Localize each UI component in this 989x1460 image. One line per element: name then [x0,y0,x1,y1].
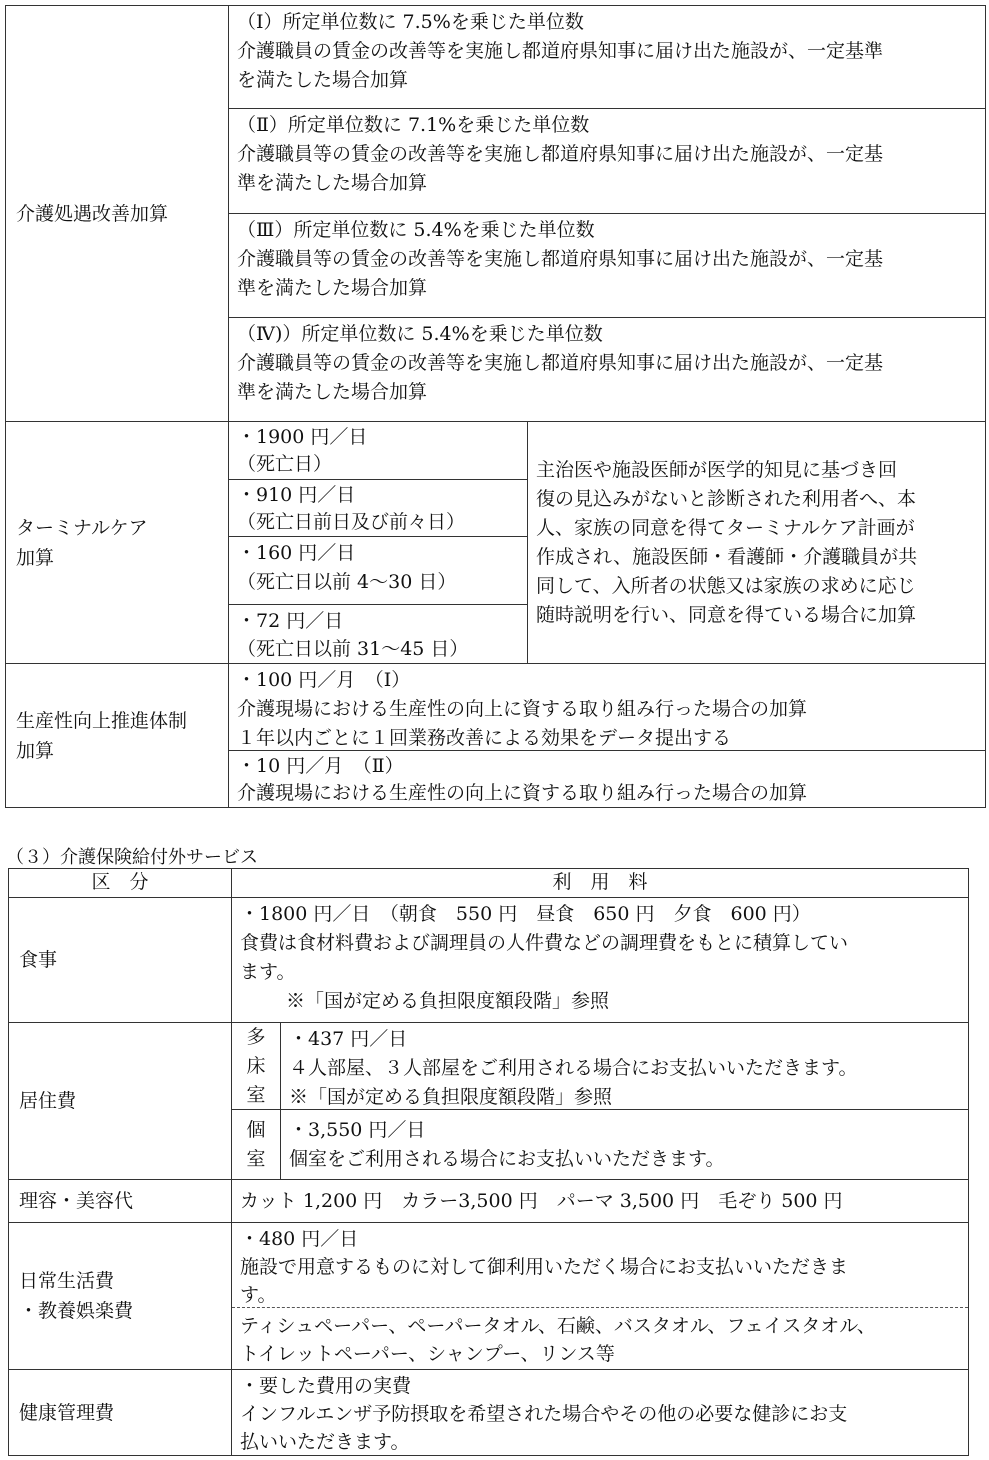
housing-private-char-2: 室 [246,1147,266,1170]
daily-line2: 施設で用意するものに対して御利用いただく場合にお支払いいただきま [240,1256,849,1278]
daily-items-section [232,1307,968,1372]
housing-multi-room-label [231,1022,281,1110]
kaigo-shogu-item-3 [228,213,986,318]
daily-line5: トイレットペーパー、シャンプー、リンス等 [240,1343,615,1365]
daily-label-line1: 日常生活費 [19,1270,115,1292]
beauty-label: 理容・美容代 [19,1190,134,1212]
daily-fee-cell [231,1222,969,1370]
daily-line4: ティシュペーパー、ペーパータオル、石鹸、バスタオル、フェイスタオル、 [240,1315,876,1337]
daily-line3: す。 [240,1284,277,1306]
health-line2: インフルエンザ予防摂取を希望された場合やその他の必要な健診にお支 [240,1403,848,1425]
terminal-rate-4-note: （死亡日以前 31～45 日） [237,638,469,660]
kaigo-shogu-item-4 [228,317,986,422]
productivity-label-cell [5,663,229,808]
terminal-rate-1 [228,421,528,480]
terminal-rate-2-price: ・910 円／日 [237,484,356,506]
housing-label: 居住費 [19,1090,77,1112]
kaigo-shogu-item-2-line1: 介護職員等の賃金の改善等を実施し都道府県知事に届け出た施設が、一定基 [237,143,884,165]
health-label-cell [8,1369,232,1456]
terminal-rate-3-note: （死亡日以前 4～30 日） [237,571,457,593]
kaigo-shogu-item-2-line2: 準を満たした場合加算 [237,172,428,194]
terminal-rate-1-note: （死亡日） [237,453,333,475]
meal-line4: ※「国が定める負担限度額段階」参照 [286,990,610,1012]
section-3-heading: （３）介護保険給付外サービス [6,847,258,868]
terminal-desc-line4: 作成され、施設医師・看護師・介護職員が共 [536,545,918,568]
terminal-desc-line2: 復の見込みがないと診断された利用者へ、本 [536,487,917,510]
beauty-fee-cell [231,1179,969,1223]
kaigo-shogu-item-4-line1: 介護職員等の賃金の改善等を実施し都道府県知事に届け出た施設が、一定基 [237,352,884,374]
meal-label: 食事 [19,949,58,971]
daily-line1: ・480 円／日 [240,1228,359,1250]
kaigo-shogu-item-1-line2: を満たした場合加算 [237,69,409,91]
kaigo-shogu-item-1 [228,5,986,109]
terminal-desc-line6: 随時説明を行い、同意を得ている場合に加算 [536,603,917,626]
housing-multi-char-2: 床 [246,1054,266,1077]
housing-private-room-label [231,1109,281,1180]
housing-multi-line2: ４人部屋、３人部屋をご利用される場合にお支払いいただきます。 [289,1057,858,1079]
housing-multi-fee-cell [280,1022,969,1110]
header-fee-text: 利 用 料 [552,871,648,893]
productivity-label-line2: 加算 [16,739,55,762]
productivity-label-line1: 生産性向上推進体制 [16,709,188,732]
kaigo-shogu-label: 介護処遇改善加算 [16,202,169,225]
terminal-desc-line3: 人、家族の同意を得てターミナルケア計画が [536,516,915,539]
kaigo-shogu-item-3-line2: 準を満たした場合加算 [237,277,428,299]
housing-multi-char-3: 室 [246,1083,266,1106]
terminal-label-cell [5,421,229,664]
terminal-desc-line1: 主治医や施設医師が医学的知見に基づき回 [536,458,898,481]
meal-line3: ます。 [240,961,296,983]
housing-multi-line3: ※「国が定める負担限度額段階」参照 [289,1086,613,1108]
housing-private-line1: ・3,550 円／日 [289,1119,426,1141]
terminal-rate-3-price: ・160 円／日 [237,542,356,564]
terminal-description-cell [527,421,986,664]
kaigo-shogu-item-1-title: （Ⅰ）所定単位数に 7.5%を乗じた単位数 [237,11,584,33]
housing-multi-line1: ・437 円／日 [289,1028,408,1050]
header-fee [231,868,969,898]
kaigo-shogu-label-cell [5,5,229,422]
kaigo-shogu-item-4-title: （Ⅳ)）所定単位数に 5.4%を乗じた単位数 [237,323,603,345]
beauty-fee-text: カット 1,200 円 カラー3,500 円 パーマ 3,500 円 毛ぞり 500 円 [240,1189,843,1212]
terminal-rate-3 [228,536,528,605]
kaigo-shogu-item-1-line1: 介護職員の賃金の改善等を実施し都道府県知事に届け出た施設が、一定基準 [237,40,884,62]
productivity-item-2 [228,750,986,808]
health-fee-cell [231,1369,969,1456]
kaigo-shogu-item-3-title: （Ⅲ）所定単位数に 5.4%を乗じた単位数 [237,219,595,241]
terminal-rate-2 [228,479,528,537]
productivity-item-2-title: ・10 円／月 （Ⅱ） [237,755,404,777]
terminal-rate-4-price: ・72 円／日 [237,610,344,632]
daily-label-cell [8,1222,232,1370]
terminal-label-line1: ターミナルケア [16,516,148,539]
productivity-item-1-line2: １年以内ごとに１回業務改善による効果をデータ提出する [237,727,732,749]
productivity-item-1 [228,663,986,751]
terminal-desc-line5: 同して、入所者の状態又は家族の求めに応じ [536,574,916,597]
meal-label-cell [8,897,232,1023]
terminal-rate-4 [228,604,528,664]
kaigo-shogu-item-2 [228,108,986,214]
beauty-label-cell [8,1179,232,1223]
productivity-item-1-title: ・100 円／月 （Ⅰ） [237,669,411,691]
kaigo-shogu-item-4-line2: 準を満たした場合加算 [237,381,428,403]
terminal-label-line2: 加算 [16,546,55,569]
productivity-item-1-line1: 介護現場における生産性の向上に資する取り組み行った場合の加算 [237,698,808,720]
header-category [8,868,232,898]
health-line1: ・要した費用の実費 [240,1375,412,1397]
housing-private-char-1: 個 [246,1118,266,1141]
header-category-text: 区 分 [91,871,149,893]
housing-private-fee-cell [280,1109,969,1180]
daily-label-line2: ・教養娯楽費 [19,1300,134,1322]
housing-multi-char-1: 多 [246,1025,266,1048]
health-line3: 払いいただきます。 [240,1431,410,1453]
terminal-rate-2-note: （死亡日前日及び前々日） [237,511,466,533]
meal-line1: ・1800 円／日 （朝食 550 円 昼食 650 円 夕食 600 円） [240,903,811,925]
housing-private-line2: 個室をご利用される場合にお支払いいただきます。 [289,1148,725,1170]
meal-fee-cell [231,897,969,1023]
health-label: 健康管理費 [19,1401,115,1424]
kaigo-shogu-item-2-title: （Ⅱ）所定単位数に 7.1%を乗じた単位数 [237,114,590,136]
kaigo-shogu-item-3-line1: 介護職員等の賃金の改善等を実施し都道府県知事に届け出た施設が、一定基 [237,248,884,270]
meal-line2: 食費は食材料費および調理員の人件費などの調理費をもとに積算してい [240,932,849,954]
terminal-rate-1-price: ・1900 円／日 [237,426,368,448]
housing-label-cell [8,1022,232,1180]
productivity-item-2-line1: 介護現場における生産性の向上に資する取り組み行った場合の加算 [237,782,808,804]
